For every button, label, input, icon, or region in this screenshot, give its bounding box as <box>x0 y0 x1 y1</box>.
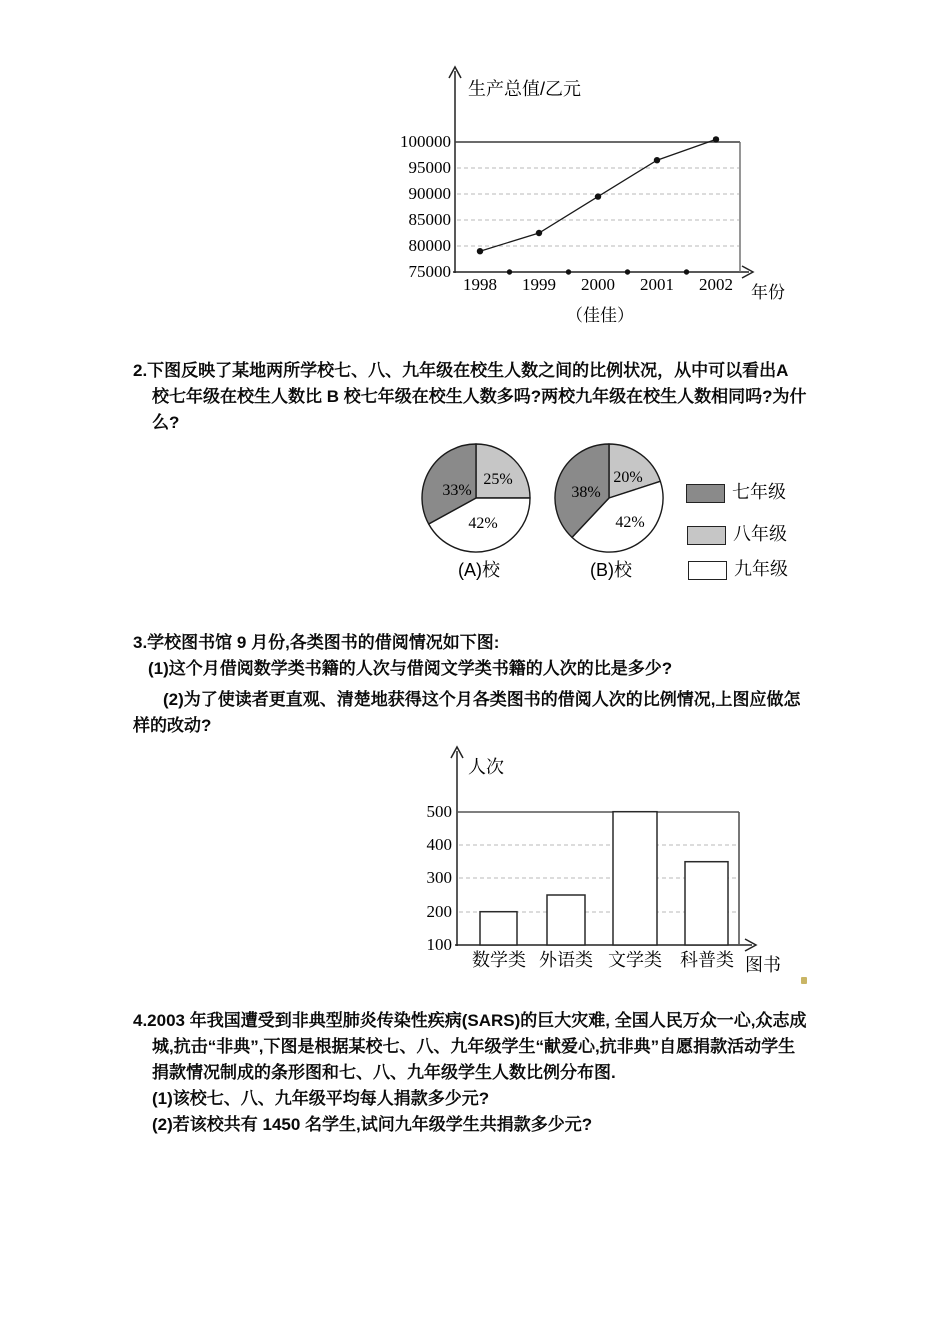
question-4-line: (2)若该校共有 1450 名学生,试问九年级学生共捐款多少元? <box>152 1115 593 1134</box>
x-tick: 科普类 <box>680 950 734 970</box>
y-tick: 100000 <box>400 132 451 151</box>
pie-a-grade7-pct: 33% <box>442 482 472 499</box>
y-tick: 300 <box>426 868 452 887</box>
question-3-line: 样的改动? <box>133 716 212 735</box>
pie-b-grade9-pct: 42% <box>615 514 645 531</box>
data-point <box>536 230 542 236</box>
pie-b-label: (B)校 <box>590 560 632 580</box>
y-axis-name: 人次 <box>468 757 504 777</box>
data-point <box>595 193 601 199</box>
question-2-line: 校七年级在校生人数比 B 校七年级在校生人数多吗?两校九年级在校生人数相同吗?为什 <box>152 387 807 406</box>
axis-tick-dot <box>507 269 512 274</box>
x-axis-name: 年份 <box>751 283 785 302</box>
question-3-line: (1)这个月借阅数学类书籍的人次与借阅文学类书籍的人次的比是多少? <box>148 659 673 678</box>
x-tick: 2000 <box>581 275 615 294</box>
y-tick: 200 <box>426 902 452 921</box>
question-3-line: (2)为了使读者更直观、清楚地获得这个月各类图书的借阅人次的比例情况,上图应做怎 <box>163 690 801 709</box>
data-point <box>713 136 719 142</box>
bar <box>685 862 728 945</box>
legend-label-grade7: 七年级 <box>732 482 786 502</box>
chart-caption: （佳佳） <box>566 306 634 325</box>
chart-title: 生产总值/乙元 <box>468 79 582 99</box>
legend-label-grade8: 八年级 <box>733 524 787 544</box>
y-tick: 80000 <box>408 236 451 255</box>
x-tick: 文学类 <box>608 950 662 970</box>
bar-chart-library <box>420 745 820 995</box>
y-tick: 500 <box>426 802 452 821</box>
legend-swatch-grade9 <box>688 561 727 580</box>
scan-artifact-dot <box>801 977 807 984</box>
y-tick: 400 <box>426 835 452 854</box>
line-series <box>477 136 719 275</box>
pie-b-grade7-pct: 38% <box>571 484 601 501</box>
question-4-line: 城,抗击“非典”,下图是根据某校七、八、九年级学生“献爱心,抗非典”自愿捐款活动学生 <box>152 1037 796 1056</box>
pie-a-grade8-pct: 25% <box>483 471 513 488</box>
x-tick: 1999 <box>522 275 556 294</box>
pie-a-grade9-pct: 42% <box>468 515 498 532</box>
x-axis-name: 图书 <box>745 955 781 975</box>
x-tick: 外语类 <box>539 950 593 970</box>
legend-swatch-grade8 <box>687 526 726 545</box>
x-tick: 1998 <box>463 275 497 294</box>
question-3-line: 3.学校图书馆 9 月份,各类图书的借阅情况如下图: <box>133 633 500 652</box>
y-tick: 85000 <box>408 210 451 229</box>
question-2 <box>133 358 843 436</box>
x-tick: 2002 <box>699 275 733 294</box>
axis-tick-dot <box>566 269 571 274</box>
pie-b-grade8-pct: 20% <box>613 469 643 486</box>
axis-tick-dot <box>625 269 630 274</box>
y-tick: 100 <box>426 935 452 954</box>
y-tick: 75000 <box>408 262 451 281</box>
axis-tick-dot <box>684 269 689 274</box>
question-4 <box>133 1008 843 1138</box>
question-4-line: 捐款情况制成的条形图和七、八、九年级学生人数比例分布图. <box>152 1063 616 1082</box>
y-tick: 95000 <box>408 158 451 177</box>
question-3 <box>133 630 843 739</box>
question-2-line: 2.下图反映了某地两所学校七、八、九年级在校生人数之间的比例状况，从中可以看出A <box>133 361 789 380</box>
x-tick: 2001 <box>640 275 674 294</box>
legend-label-grade9: 九年级 <box>734 559 788 579</box>
pie-chart-school-a <box>419 441 533 555</box>
question-4-line: 4.2003 年我国遭受到非典型肺炎传染性疾病(SARS)的巨大灾难, 全国人民万众一心,众志成 <box>133 1011 807 1030</box>
y-tick: 90000 <box>408 184 451 203</box>
data-point <box>654 157 660 163</box>
bar <box>480 912 517 945</box>
pie-chart-school-b <box>552 441 666 555</box>
pie-a-label: (A)校 <box>458 560 500 580</box>
bar <box>547 895 585 945</box>
bar <box>613 812 657 945</box>
question-2-line: 么? <box>152 413 180 432</box>
data-point <box>477 248 483 254</box>
question-4-line: (1)该校七、八、九年级平均每人捐款多少元? <box>152 1089 490 1108</box>
legend-swatch-grade7 <box>686 484 725 503</box>
line-chart-gdp <box>395 65 810 335</box>
x-tick: 数学类 <box>472 950 526 970</box>
